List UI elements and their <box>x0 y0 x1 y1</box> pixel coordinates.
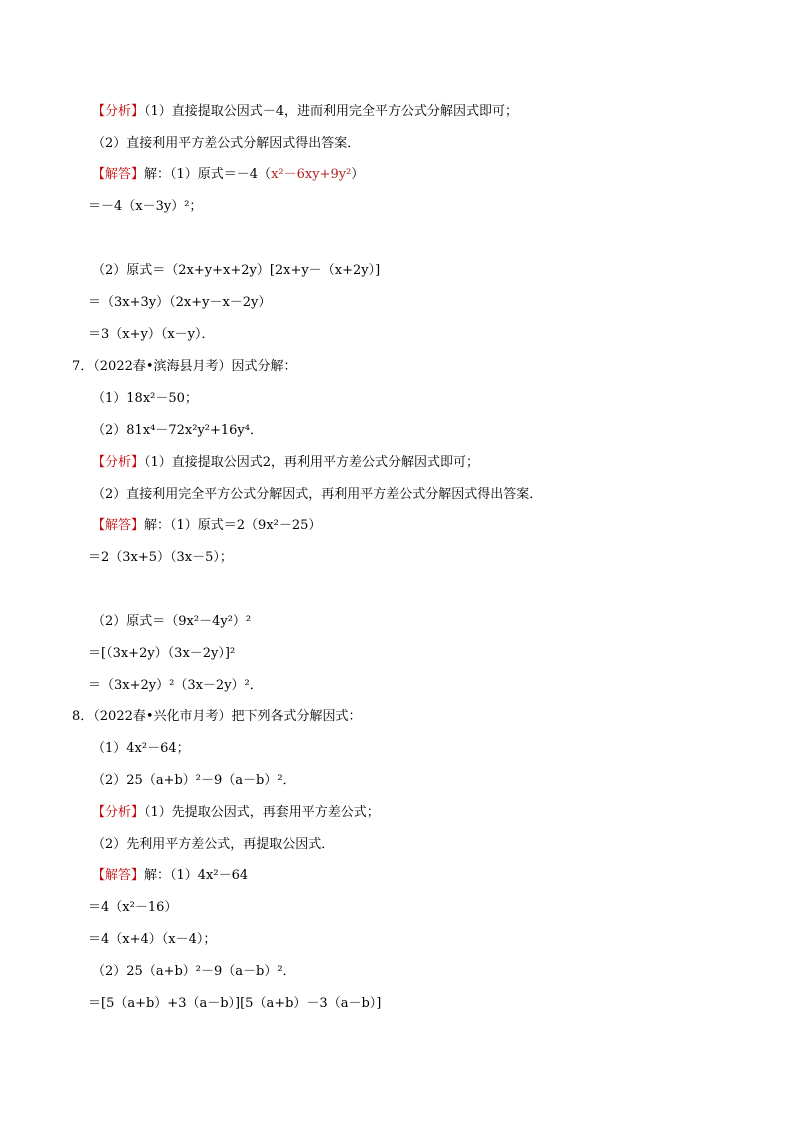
answer-expression: x²－6xy+9y² <box>271 167 352 182</box>
answer-tag: 【解答】 <box>92 518 145 533</box>
answer-suffix: ） <box>351 167 365 182</box>
answer-tag: 【解答】 <box>92 868 145 883</box>
q7-title: 7．（2022春•滨海县月考）因式分解： <box>72 359 297 374</box>
q8-step-2: ＝4（x+4）（x－4）； <box>88 932 217 947</box>
q7-part-1: （1）18x²－50； <box>92 391 198 406</box>
q8-step-4: ＝[5（a+b）+3（a－b）][5（a+b）－3（a－b）] <box>88 996 382 1011</box>
q6-step-1: ＝－4（x－3y）²； <box>88 199 203 214</box>
analysis-text: （1）直接提取公因式－4，进而利用完全平方公式分解因式即可； <box>144 104 519 119</box>
answer-prefix: 解：（1）原式＝－4（ <box>144 167 272 182</box>
q7-step-4: ＝（3x+2y）²（3x－2y）²． <box>88 678 263 693</box>
q8-step-1: ＝4（x²－16） <box>88 900 178 915</box>
q7-analysis-line <box>92 455 479 471</box>
q7-part-2: （2）81x⁴－72x²y²+16y⁴． <box>92 423 263 438</box>
q8-step-3: （2）25（a+b）²－9（a－b）²． <box>92 964 296 979</box>
answer-text: 解：（1）原式＝2（9x²－25） <box>144 518 322 533</box>
q6-analysis-line-2: （2）直接利用平方差公式分解因式得出答案． <box>92 136 361 151</box>
q8-analysis-line-2: （2）先利用平方差公式，再提取公因式． <box>92 837 335 852</box>
analysis-text: （1）先提取公因式，再套用平方差公式； <box>144 805 380 820</box>
analysis-tag: 【分析】 <box>92 104 145 119</box>
q6-step-2: （2）原式＝（2x+y+x+2y）[2x+y－（x+2y）] <box>92 263 381 278</box>
q7-step-2: （2）原式＝（9x²－4y²）² <box>92 614 252 629</box>
q8-title: 8．（2022春•兴化市月考）把下列各式分解因式： <box>72 709 362 724</box>
q6-answer-line <box>92 167 364 183</box>
q6-step-3: ＝（3x+3y）（2x+y－x－2y） <box>88 295 272 310</box>
q7-step-3: ＝[（3x+2y）（3x－2y）]² <box>88 646 236 661</box>
q7-analysis-line-2: （2）直接利用完全平方公式分解因式，再利用平方差公式分解因式得出答案． <box>92 487 543 502</box>
analysis-tag: 【分析】 <box>92 455 145 470</box>
q6-analysis-line <box>92 104 518 120</box>
q8-analysis-line <box>92 805 380 821</box>
answer-text: 解：（1）4x²－64 <box>144 868 249 883</box>
q8-part-1: （1）4x²－64； <box>92 741 190 756</box>
analysis-text: （1）直接提取公因式2，再利用平方差公式分解因式即可； <box>144 455 480 470</box>
q6-step-4: ＝3（x+y）（x－y）． <box>88 327 215 342</box>
q7-answer-line <box>92 518 321 534</box>
q8-answer-line <box>92 868 248 884</box>
answer-tag: 【解答】 <box>92 167 145 182</box>
q7-step-1: ＝2（3x+5）（3x－5）； <box>88 550 233 565</box>
q8-part-2: （2）25（a+b）²－9（a－b）²． <box>92 773 296 788</box>
analysis-tag: 【分析】 <box>92 805 145 820</box>
